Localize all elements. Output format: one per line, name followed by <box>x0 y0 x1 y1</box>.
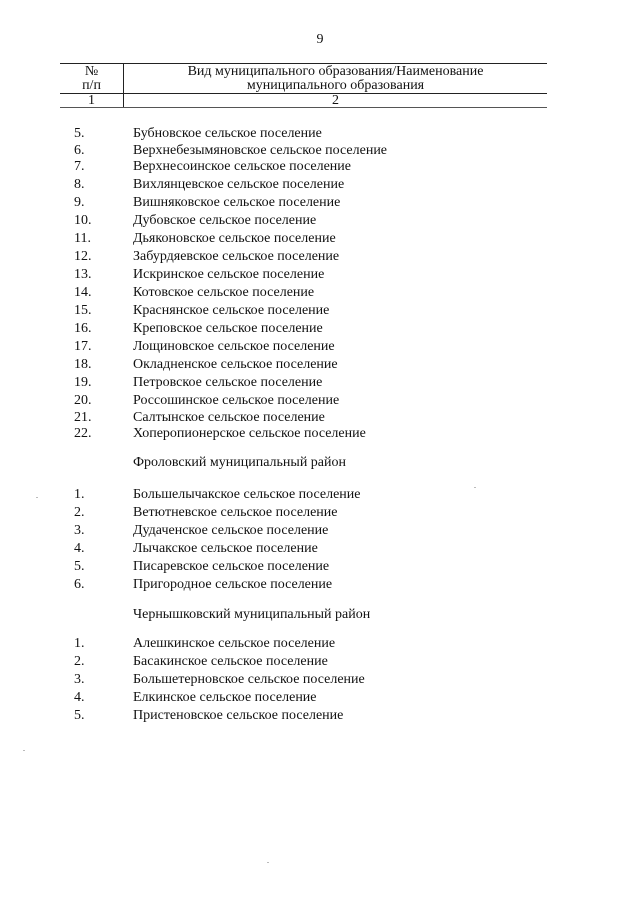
item-name: Большетерновское сельское поселение <box>133 672 365 687</box>
list-item <box>0 707 640 725</box>
list-item <box>0 356 640 374</box>
item-number: 4. <box>74 690 85 705</box>
list-item <box>0 212 640 230</box>
item-name: Басакинское сельское поселение <box>133 654 328 669</box>
item-name: Креповское сельское поселение <box>133 321 323 336</box>
item-name: Елкинское сельское поселение <box>133 690 317 705</box>
scan-speck <box>36 497 38 498</box>
list-item <box>0 125 640 143</box>
item-number: 4. <box>74 541 85 556</box>
table-header <box>60 63 547 108</box>
page-number: 9 <box>316 32 324 47</box>
list-item <box>0 410 640 425</box>
item-number: 16. <box>74 321 92 336</box>
list-item <box>0 302 640 320</box>
item-number: 11. <box>74 231 91 246</box>
item-name: Краснянское сельское поселение <box>133 303 330 318</box>
col-number-header: № п/п <box>60 64 124 93</box>
list-item <box>0 284 640 302</box>
item-name: Дьяконовское сельское поселение <box>133 231 336 246</box>
list-item <box>0 635 640 653</box>
item-number: 6. <box>74 143 85 158</box>
item-name: Алешкинское сельское поселение <box>133 636 336 651</box>
col-name-header: Вид муниципального образования/Наименование муниципального образования <box>187 64 484 93</box>
item-name: Котовское сельское поселение <box>133 285 315 300</box>
item-name: Вишняковское сельское поселение <box>133 195 341 210</box>
item-number: 1. <box>74 487 85 502</box>
list-item <box>0 671 640 689</box>
list-item <box>0 248 640 266</box>
list-item <box>0 176 640 194</box>
list-item <box>0 425 640 443</box>
col-number-index: 1 <box>60 94 124 107</box>
table-index-row <box>60 93 547 108</box>
item-number: 2. <box>74 505 85 520</box>
item-name: Дудаченское сельское поселение <box>133 523 329 538</box>
item-name: Хоперопионерское сельское поселение <box>133 426 366 441</box>
item-name: Лычакское сельское поселение <box>133 541 318 556</box>
item-name: Окладненское сельское поселение <box>133 357 338 372</box>
list-item <box>0 266 640 284</box>
item-name: Вихлянцевское сельское поселение <box>133 177 345 192</box>
list-item <box>0 689 640 707</box>
item-name: Искринское сельское поселение <box>133 267 325 282</box>
list-item <box>0 374 640 392</box>
list-item <box>0 143 640 158</box>
item-name: Лощиновское сельское поселение <box>133 339 335 354</box>
list-item <box>0 158 640 176</box>
item-name: Забурдяевское сельское поселение <box>133 249 340 264</box>
item-number: 7. <box>74 159 85 174</box>
settlement-list-3 <box>0 635 640 725</box>
list-item <box>0 194 640 212</box>
item-number: 6. <box>74 577 85 592</box>
district-title-chernyshkovsky: Чернышковский муниципальный район <box>133 607 371 622</box>
item-number: 17. <box>74 339 92 354</box>
item-number: 10. <box>74 213 92 228</box>
item-number: 2. <box>74 654 85 669</box>
scan-speck <box>474 487 476 488</box>
list-item <box>0 392 640 410</box>
item-number: 21. <box>74 410 92 425</box>
item-number: 1. <box>74 636 85 651</box>
item-number: 12. <box>74 249 92 264</box>
list-item <box>0 230 640 248</box>
item-name: Верхнесоинское сельское поселение <box>133 159 351 174</box>
table-header-row <box>60 63 547 93</box>
item-name: Бубновское сельское поселение <box>133 126 322 141</box>
list-item <box>0 653 640 671</box>
list-item <box>0 486 640 504</box>
item-number: 15. <box>74 303 92 318</box>
item-name: Большелычакское сельское поселение <box>133 487 361 502</box>
list-item <box>0 504 640 522</box>
item-number: 3. <box>74 672 85 687</box>
district-title-frolovsky: Фроловский муниципальный район <box>133 455 347 470</box>
item-name: Ветютневское сельское поселение <box>133 505 338 520</box>
item-number: 5. <box>74 559 85 574</box>
item-number: 9. <box>74 195 85 210</box>
item-number: 13. <box>74 267 92 282</box>
item-name: Писаревское сельское поселение <box>133 559 330 574</box>
col-name-index: 2 <box>332 93 339 108</box>
item-name: Петровское сельское поселение <box>133 375 323 390</box>
item-number: 5. <box>74 126 85 141</box>
settlement-list-2 <box>0 486 640 594</box>
item-name: Салтынское сельское поселение <box>133 410 325 425</box>
item-number: 19. <box>74 375 92 390</box>
item-number: 8. <box>74 177 85 192</box>
scan-speck <box>23 750 25 751</box>
list-item <box>0 576 640 594</box>
scan-speck <box>267 862 269 863</box>
item-name: Пригородное сельское поселение <box>133 577 333 592</box>
item-number: 18. <box>74 357 92 372</box>
settlement-list-1 <box>0 125 640 443</box>
header-divider <box>60 107 547 108</box>
list-item <box>0 558 640 576</box>
item-number: 3. <box>74 523 85 538</box>
item-name: Дубовское сельское поселение <box>133 213 317 228</box>
list-item <box>0 338 640 356</box>
list-item <box>0 522 640 540</box>
item-number: 22. <box>74 426 92 441</box>
item-name: Пристеновское сельское поселение <box>133 708 344 723</box>
list-item <box>0 320 640 338</box>
item-number: 20. <box>74 393 92 408</box>
list-item <box>0 540 640 558</box>
item-name: Россошинское сельское поселение <box>133 393 340 408</box>
item-number: 14. <box>74 285 92 300</box>
item-number: 5. <box>74 708 85 723</box>
item-name: Верхнебезымяновское сельское поселение <box>133 143 388 158</box>
